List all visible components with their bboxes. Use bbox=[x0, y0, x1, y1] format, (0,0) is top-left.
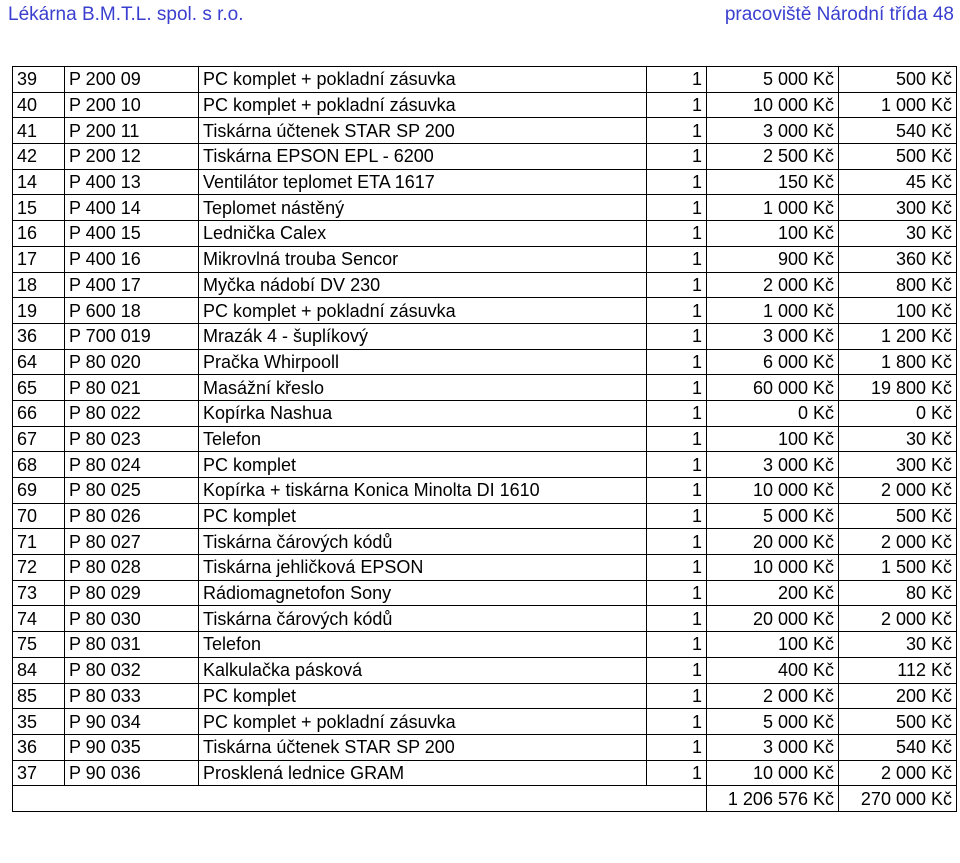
item-price: 3 000 Kč bbox=[707, 323, 839, 349]
total-price: 1 206 576 Kč bbox=[707, 786, 839, 812]
item-name: Kopírka Nashua bbox=[199, 400, 647, 426]
item-quantity: 1 bbox=[647, 709, 707, 735]
item-value: 300 Kč bbox=[839, 452, 957, 478]
item-name: Telefon bbox=[199, 426, 647, 452]
totals-spacer bbox=[13, 786, 707, 812]
item-name: Teplomet nástěný bbox=[199, 195, 647, 221]
item-value: 30 Kč bbox=[839, 426, 957, 452]
table-row bbox=[13, 144, 957, 170]
item-value: 500 Kč bbox=[839, 503, 957, 529]
table-row bbox=[13, 221, 957, 247]
row-number: 69 bbox=[13, 478, 65, 504]
item-name: Tiskárna jehličková EPSON bbox=[199, 555, 647, 581]
row-number: 67 bbox=[13, 426, 65, 452]
item-name: Masážní křeslo bbox=[199, 375, 647, 401]
item-value: 19 800 Kč bbox=[839, 375, 957, 401]
item-quantity: 1 bbox=[647, 478, 707, 504]
table-row bbox=[13, 246, 957, 272]
asset-code: P 90 034 bbox=[65, 709, 199, 735]
asset-code: P 80 020 bbox=[65, 349, 199, 375]
table-row bbox=[13, 118, 957, 144]
asset-code: P 200 09 bbox=[65, 67, 199, 93]
row-number: 16 bbox=[13, 221, 65, 247]
asset-code: P 80 022 bbox=[65, 400, 199, 426]
item-price: 200 Kč bbox=[707, 580, 839, 606]
item-name: PC komplet bbox=[199, 683, 647, 709]
item-value: 100 Kč bbox=[839, 298, 957, 324]
item-quantity: 1 bbox=[647, 683, 707, 709]
item-value: 1 500 Kč bbox=[839, 555, 957, 581]
item-price: 0 Kč bbox=[707, 400, 839, 426]
item-name: PC komplet bbox=[199, 452, 647, 478]
row-number: 19 bbox=[13, 298, 65, 324]
table-row bbox=[13, 272, 957, 298]
row-number: 37 bbox=[13, 760, 65, 786]
row-number: 42 bbox=[13, 144, 65, 170]
item-value: 540 Kč bbox=[839, 734, 957, 760]
item-quantity: 1 bbox=[647, 272, 707, 298]
inventory-table bbox=[12, 66, 957, 812]
row-number: 75 bbox=[13, 632, 65, 658]
item-value: 1 800 Kč bbox=[839, 349, 957, 375]
row-number: 36 bbox=[13, 734, 65, 760]
page-header bbox=[0, 0, 960, 40]
item-value: 500 Kč bbox=[839, 709, 957, 735]
item-value: 500 Kč bbox=[839, 67, 957, 93]
asset-code: P 200 10 bbox=[65, 92, 199, 118]
row-number: 65 bbox=[13, 375, 65, 401]
row-number: 17 bbox=[13, 246, 65, 272]
item-value: 2 000 Kč bbox=[839, 478, 957, 504]
item-quantity: 1 bbox=[647, 426, 707, 452]
item-quantity: 1 bbox=[647, 734, 707, 760]
asset-code: P 400 14 bbox=[65, 195, 199, 221]
row-number: 68 bbox=[13, 452, 65, 478]
row-number: 84 bbox=[13, 657, 65, 683]
item-price: 400 Kč bbox=[707, 657, 839, 683]
item-value: 0 Kč bbox=[839, 400, 957, 426]
row-number: 15 bbox=[13, 195, 65, 221]
item-quantity: 1 bbox=[647, 195, 707, 221]
item-quantity: 1 bbox=[647, 144, 707, 170]
item-quantity: 1 bbox=[647, 529, 707, 555]
asset-code: P 700 019 bbox=[65, 323, 199, 349]
item-value: 500 Kč bbox=[839, 144, 957, 170]
table-row bbox=[13, 503, 957, 529]
row-number: 39 bbox=[13, 67, 65, 93]
item-name: Kalkulačka pásková bbox=[199, 657, 647, 683]
item-price: 20 000 Kč bbox=[707, 529, 839, 555]
asset-code: P 600 18 bbox=[65, 298, 199, 324]
item-name: Tiskárna účtenek STAR SP 200 bbox=[199, 118, 647, 144]
row-number: 41 bbox=[13, 118, 65, 144]
item-price: 3 000 Kč bbox=[707, 734, 839, 760]
asset-code: P 80 032 bbox=[65, 657, 199, 683]
table-row bbox=[13, 632, 957, 658]
item-name: Tiskárna účtenek STAR SP 200 bbox=[199, 734, 647, 760]
item-name: Mikrovlná trouba Sencor bbox=[199, 246, 647, 272]
item-price: 3 000 Kč bbox=[707, 452, 839, 478]
table-row bbox=[13, 529, 957, 555]
row-number: 74 bbox=[13, 606, 65, 632]
item-price: 1 000 Kč bbox=[707, 195, 839, 221]
row-number: 71 bbox=[13, 529, 65, 555]
item-price: 20 000 Kč bbox=[707, 606, 839, 632]
item-quantity: 1 bbox=[647, 760, 707, 786]
totals-row bbox=[13, 786, 957, 812]
table-row bbox=[13, 683, 957, 709]
item-name: PC komplet bbox=[199, 503, 647, 529]
table-row bbox=[13, 298, 957, 324]
table-row bbox=[13, 734, 957, 760]
item-price: 1 000 Kč bbox=[707, 298, 839, 324]
item-value: 2 000 Kč bbox=[839, 529, 957, 555]
table-row bbox=[13, 606, 957, 632]
table-row bbox=[13, 323, 957, 349]
item-quantity: 1 bbox=[647, 452, 707, 478]
item-name: Lednička Calex bbox=[199, 221, 647, 247]
asset-code: P 90 036 bbox=[65, 760, 199, 786]
item-price: 3 000 Kč bbox=[707, 118, 839, 144]
total-value: 270 000 Kč bbox=[839, 786, 957, 812]
item-price: 6 000 Kč bbox=[707, 349, 839, 375]
item-quantity: 1 bbox=[647, 349, 707, 375]
item-price: 2 500 Kč bbox=[707, 144, 839, 170]
item-value: 800 Kč bbox=[839, 272, 957, 298]
item-name: Myčka nádobí DV 230 bbox=[199, 272, 647, 298]
asset-code: P 200 12 bbox=[65, 144, 199, 170]
inventory-table-body bbox=[13, 67, 957, 812]
item-quantity: 1 bbox=[647, 169, 707, 195]
item-name: Tiskárna EPSON EPL - 6200 bbox=[199, 144, 647, 170]
item-quantity: 1 bbox=[647, 221, 707, 247]
item-name: Telefon bbox=[199, 632, 647, 658]
asset-code: P 80 031 bbox=[65, 632, 199, 658]
item-price: 5 000 Kč bbox=[707, 503, 839, 529]
company-name: Lékárna B.M.T.L. spol. s r.o. bbox=[8, 4, 244, 25]
item-name: PC komplet + pokladní zásuvka bbox=[199, 709, 647, 735]
item-quantity: 1 bbox=[647, 323, 707, 349]
table-row bbox=[13, 760, 957, 786]
item-price: 60 000 Kč bbox=[707, 375, 839, 401]
item-quantity: 1 bbox=[647, 400, 707, 426]
table-row bbox=[13, 426, 957, 452]
item-quantity: 1 bbox=[647, 246, 707, 272]
item-price: 10 000 Kč bbox=[707, 478, 839, 504]
item-price: 100 Kč bbox=[707, 632, 839, 658]
item-value: 1 200 Kč bbox=[839, 323, 957, 349]
item-quantity: 1 bbox=[647, 92, 707, 118]
item-name: Pračka Whirpooll bbox=[199, 349, 647, 375]
row-number: 36 bbox=[13, 323, 65, 349]
item-quantity: 1 bbox=[647, 606, 707, 632]
row-number: 64 bbox=[13, 349, 65, 375]
asset-code: P 80 029 bbox=[65, 580, 199, 606]
asset-code: P 80 023 bbox=[65, 426, 199, 452]
item-name: Tiskárna čárových kódů bbox=[199, 606, 647, 632]
row-number: 85 bbox=[13, 683, 65, 709]
table-row bbox=[13, 452, 957, 478]
row-number: 73 bbox=[13, 580, 65, 606]
item-price: 5 000 Kč bbox=[707, 67, 839, 93]
item-name: Prosklená lednice GRAM bbox=[199, 760, 647, 786]
item-price: 100 Kč bbox=[707, 426, 839, 452]
item-value: 45 Kč bbox=[839, 169, 957, 195]
item-name: Kopírka + tiskárna Konica Minolta DI 1610 bbox=[199, 478, 647, 504]
row-number: 14 bbox=[13, 169, 65, 195]
item-value: 2 000 Kč bbox=[839, 760, 957, 786]
item-value: 200 Kč bbox=[839, 683, 957, 709]
asset-code: P 80 025 bbox=[65, 478, 199, 504]
row-number: 66 bbox=[13, 400, 65, 426]
asset-code: P 80 026 bbox=[65, 503, 199, 529]
table-row bbox=[13, 349, 957, 375]
row-number: 18 bbox=[13, 272, 65, 298]
item-value: 1 000 Kč bbox=[839, 92, 957, 118]
table-row bbox=[13, 67, 957, 93]
item-name: Tiskárna čárových kódů bbox=[199, 529, 647, 555]
item-quantity: 1 bbox=[647, 67, 707, 93]
table-row bbox=[13, 555, 957, 581]
asset-code: P 80 021 bbox=[65, 375, 199, 401]
item-name: PC komplet + pokladní zásuvka bbox=[199, 92, 647, 118]
item-quantity: 1 bbox=[647, 580, 707, 606]
table-row bbox=[13, 375, 957, 401]
asset-code: P 80 033 bbox=[65, 683, 199, 709]
location-label: pracoviště Národní třída 48 bbox=[724, 4, 954, 25]
item-price: 2 000 Kč bbox=[707, 683, 839, 709]
item-value: 2 000 Kč bbox=[839, 606, 957, 632]
asset-code: P 200 11 bbox=[65, 118, 199, 144]
item-quantity: 1 bbox=[647, 657, 707, 683]
item-value: 300 Kč bbox=[839, 195, 957, 221]
item-name: Ventilátor teplomet ETA 1617 bbox=[199, 169, 647, 195]
table-row bbox=[13, 657, 957, 683]
item-value: 30 Kč bbox=[839, 221, 957, 247]
item-quantity: 1 bbox=[647, 632, 707, 658]
item-name: PC komplet + pokladní zásuvka bbox=[199, 298, 647, 324]
table-row bbox=[13, 92, 957, 118]
asset-code: P 80 024 bbox=[65, 452, 199, 478]
item-price: 10 000 Kč bbox=[707, 760, 839, 786]
item-quantity: 1 bbox=[647, 375, 707, 401]
asset-code: P 400 17 bbox=[65, 272, 199, 298]
asset-code: P 400 16 bbox=[65, 246, 199, 272]
item-name: Mrazák 4 - šuplíkový bbox=[199, 323, 647, 349]
item-value: 540 Kč bbox=[839, 118, 957, 144]
item-quantity: 1 bbox=[647, 298, 707, 324]
asset-code: P 400 15 bbox=[65, 221, 199, 247]
asset-code: P 80 027 bbox=[65, 529, 199, 555]
table-row bbox=[13, 169, 957, 195]
item-quantity: 1 bbox=[647, 503, 707, 529]
item-quantity: 1 bbox=[647, 118, 707, 144]
item-price: 2 000 Kč bbox=[707, 272, 839, 298]
table-row bbox=[13, 478, 957, 504]
row-number: 70 bbox=[13, 503, 65, 529]
item-name: PC komplet + pokladní zásuvka bbox=[199, 67, 647, 93]
table-row bbox=[13, 580, 957, 606]
asset-code: P 400 13 bbox=[65, 169, 199, 195]
item-value: 360 Kč bbox=[839, 246, 957, 272]
item-price: 10 000 Kč bbox=[707, 92, 839, 118]
item-price: 900 Kč bbox=[707, 246, 839, 272]
item-price: 150 Kč bbox=[707, 169, 839, 195]
item-name: Rádiomagnetofon Sony bbox=[199, 580, 647, 606]
item-value: 80 Kč bbox=[839, 580, 957, 606]
item-price: 5 000 Kč bbox=[707, 709, 839, 735]
asset-code: P 80 028 bbox=[65, 555, 199, 581]
table-row bbox=[13, 400, 957, 426]
asset-code: P 90 035 bbox=[65, 734, 199, 760]
row-number: 40 bbox=[13, 92, 65, 118]
row-number: 35 bbox=[13, 709, 65, 735]
item-price: 100 Kč bbox=[707, 221, 839, 247]
item-price: 10 000 Kč bbox=[707, 555, 839, 581]
item-quantity: 1 bbox=[647, 555, 707, 581]
item-value: 30 Kč bbox=[839, 632, 957, 658]
item-value: 112 Kč bbox=[839, 657, 957, 683]
table-row bbox=[13, 195, 957, 221]
table-row bbox=[13, 709, 957, 735]
asset-code: P 80 030 bbox=[65, 606, 199, 632]
row-number: 72 bbox=[13, 555, 65, 581]
